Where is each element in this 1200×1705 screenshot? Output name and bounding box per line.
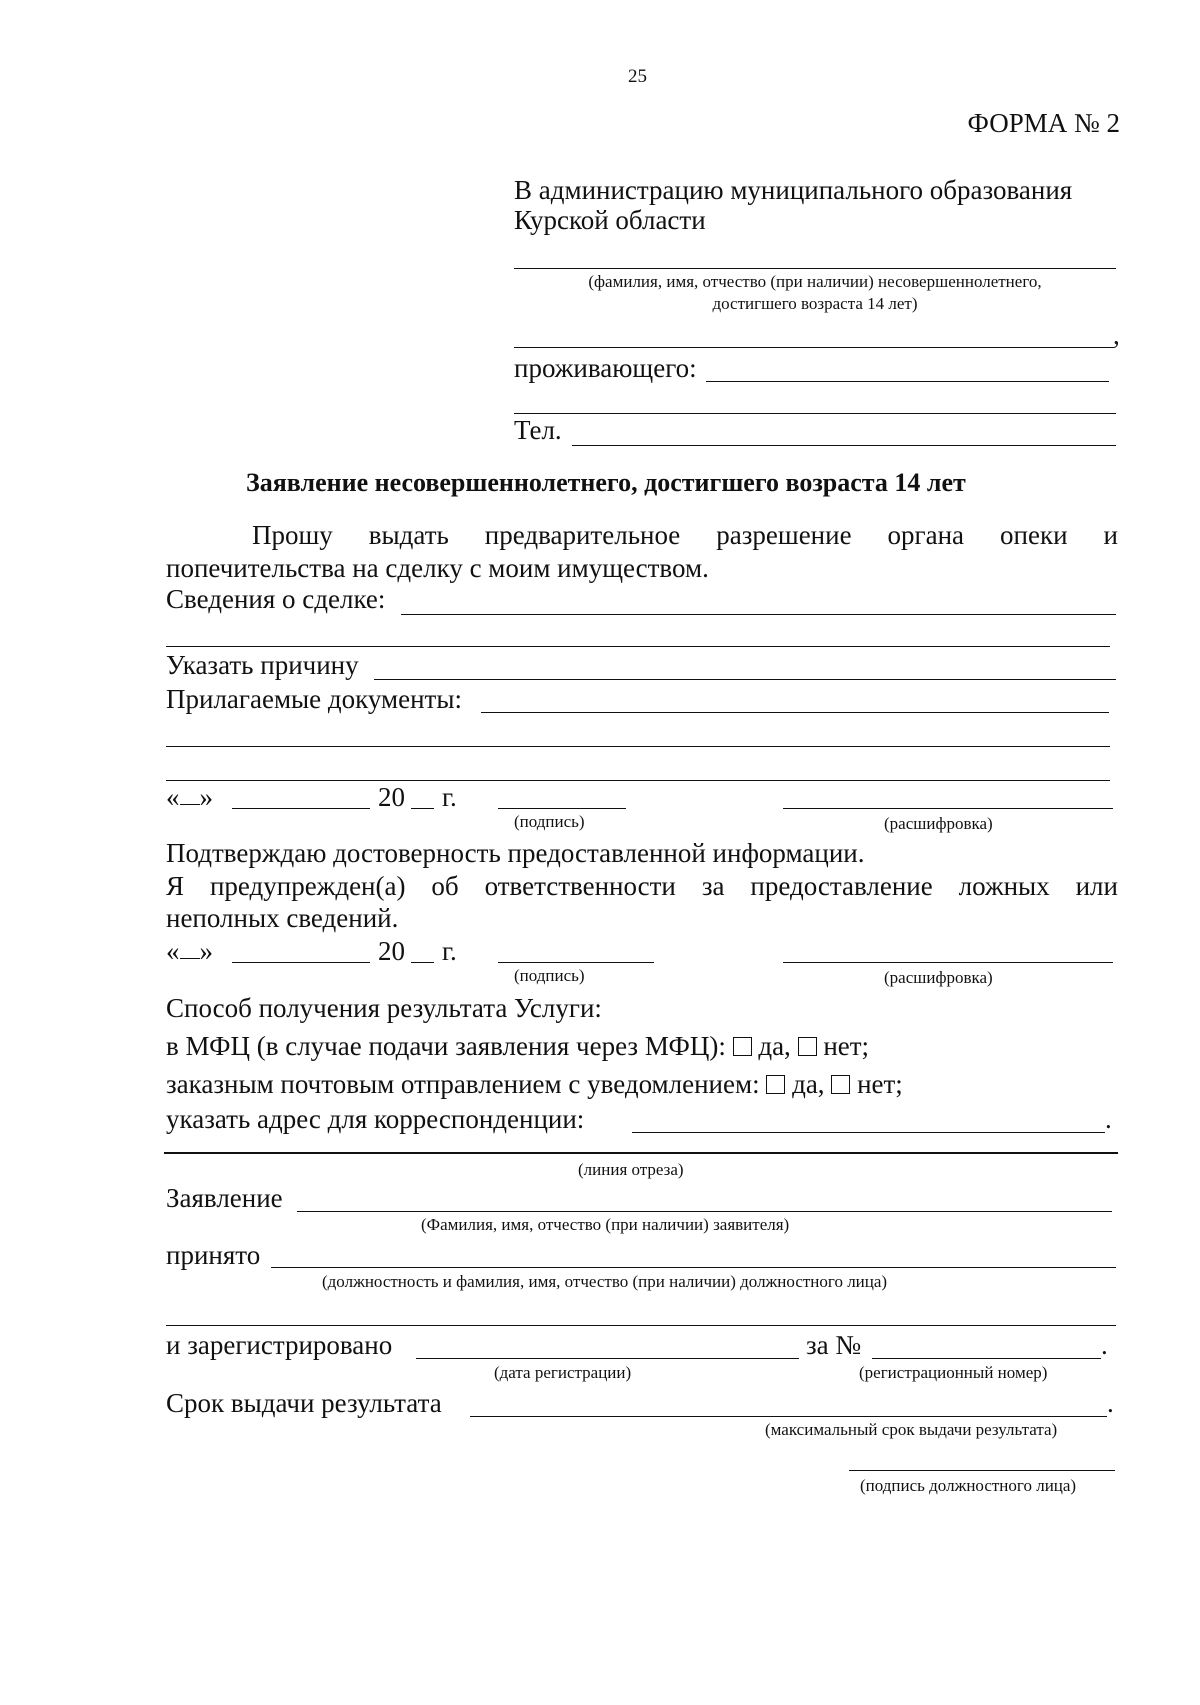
warn-word: за — [701, 871, 725, 901]
yes-label: да, — [758, 1031, 791, 1061]
request-word: Прошу — [252, 520, 333, 550]
caption-fio-2: достигшего возраста 14 лет) — [712, 294, 918, 313]
warn-word: или — [1075, 871, 1118, 901]
request-word: выдать — [368, 520, 449, 550]
delivery-label: Способ получения результата Услуги: — [166, 993, 602, 1023]
docs-label: Прилагаемые документы: — [166, 684, 462, 714]
residing-label: проживающего: — [514, 353, 697, 383]
no-label: нет; — [823, 1031, 870, 1061]
quote-open: « — [166, 936, 180, 966]
warn-word: ложных — [958, 871, 1050, 901]
number-label: за № — [806, 1330, 862, 1360]
docs-field-2[interactable] — [166, 746, 1110, 747]
year-suffix: г. — [442, 782, 457, 812]
deal-field[interactable] — [401, 614, 1116, 615]
term-label: Срок выдачи результата — [166, 1388, 442, 1418]
cut-line-caption: (линия отреза) — [578, 1160, 684, 1179]
term-period: . — [1107, 1388, 1114, 1418]
caption-official: (должностность и фамилия, имя, отчество (при наличии) должностного лица) — [322, 1272, 888, 1291]
date-row-1 — [166, 782, 213, 812]
request-word: органа — [887, 520, 965, 550]
request-word: предварительное — [484, 520, 681, 550]
reason-label: Указать причину — [166, 650, 359, 680]
warn-word: об — [431, 871, 459, 901]
caption-applicant: (Фамилия, имя, отчество (при наличии) заявителя) — [421, 1215, 790, 1234]
term-field[interactable] — [470, 1416, 1107, 1417]
addressee-line-2: Курской области — [514, 205, 706, 235]
fio-field[interactable] — [514, 268, 1116, 269]
year-field[interactable] — [411, 962, 434, 963]
quote-close: » — [199, 782, 213, 812]
delivery-mfc — [166, 1031, 869, 1061]
caption-signature: (подпись) — [514, 966, 585, 985]
request-word: разрешение — [716, 520, 852, 550]
delivery-mail — [166, 1069, 903, 1099]
registration-period: . — [1101, 1330, 1108, 1360]
mail-yes-checkbox[interactable] — [766, 1075, 785, 1094]
address-field[interactable] — [632, 1132, 1105, 1133]
official-signature-field[interactable] — [849, 1470, 1115, 1471]
year-field[interactable] — [411, 808, 434, 809]
phone-label: Тел. — [514, 415, 562, 445]
page-number: 25 — [628, 66, 647, 87]
warn-word: Я — [166, 871, 185, 901]
reason-field[interactable] — [374, 679, 1116, 680]
mail-no-checkbox[interactable] — [831, 1075, 850, 1094]
yes-label: да, — [792, 1069, 825, 1099]
addressee-line-1: В администрацию муниципального образования — [514, 175, 1073, 205]
registration-date-field[interactable] — [416, 1358, 799, 1359]
caption-official-signature: (подпись должностного лица) — [860, 1476, 1077, 1495]
caption-reg-date: (дата регистрации) — [494, 1363, 632, 1382]
signature-field[interactable] — [498, 808, 626, 809]
request-line-2: попечительства на сделку с моим имуществом. — [166, 553, 709, 583]
caption-decoding: (расшифровка) — [884, 814, 993, 833]
request-word: и — [1103, 520, 1118, 550]
warn-line-2: неполных сведений. — [166, 903, 399, 933]
caption-max-term: (максимальный срок выдачи результата) — [765, 1420, 1058, 1439]
accepted-label: принято — [166, 1240, 261, 1270]
month-field[interactable] — [232, 962, 370, 963]
registered-label: и зарегистрировано — [166, 1330, 393, 1360]
official-field-2[interactable] — [166, 1325, 1116, 1326]
delivery-mfc-text: в МФЦ (в случае подачи заявления через МФЦ): — [166, 1031, 726, 1061]
warn-word: предоставление — [750, 871, 933, 901]
year-suffix: г. — [442, 936, 457, 966]
delivery-mail-text: заказным почтовым отправлением с уведомлением: — [166, 1069, 760, 1099]
comma: , — [1113, 320, 1120, 350]
request-line-1 — [252, 520, 1118, 550]
statement-label: Заявление — [166, 1183, 283, 1213]
caption-fio-1: (фамилия, имя, отчество (при наличии) несовершеннолетнего, — [588, 272, 1042, 291]
form-label: ФОРМА № 2 — [967, 108, 1120, 138]
year-prefix: 20 — [378, 782, 405, 812]
warn-word: ответственности — [484, 871, 676, 901]
day-field[interactable] — [180, 782, 200, 805]
cut-line — [164, 1152, 1118, 1154]
confirm-line: Подтверждаю достоверность предоставленной информации. — [166, 838, 865, 868]
caption-decoding: (расшифровка) — [884, 968, 993, 987]
deal-field-2[interactable] — [166, 646, 1110, 647]
docs-field[interactable] — [481, 712, 1109, 713]
residing-field-2[interactable] — [514, 413, 1116, 414]
month-field[interactable] — [232, 808, 370, 809]
official-field[interactable] — [271, 1267, 1116, 1268]
docs-field-3[interactable] — [166, 780, 1110, 781]
quote-open: « — [166, 782, 180, 812]
year-prefix: 20 — [378, 936, 405, 966]
registration-number-field[interactable] — [872, 1358, 1101, 1359]
day-field[interactable] — [180, 936, 200, 959]
fio-field-continued[interactable] — [514, 347, 1114, 348]
request-word: опеки — [1000, 520, 1068, 550]
phone-field[interactable] — [572, 445, 1116, 446]
mfc-yes-checkbox[interactable] — [733, 1037, 752, 1056]
quote-close: » — [199, 936, 213, 966]
mfc-no-checkbox[interactable] — [798, 1037, 817, 1056]
deal-label: Сведения о сделке: — [166, 584, 386, 614]
decoding-field[interactable] — [783, 962, 1113, 963]
statement-title: Заявление несовершеннолетнего, достигшего возраста 14 лет — [246, 468, 966, 497]
signature-field[interactable] — [498, 962, 654, 963]
caption-reg-number: (регистрационный номер) — [859, 1363, 1048, 1382]
applicant-field[interactable] — [297, 1211, 1112, 1212]
caption-signature: (подпись) — [514, 812, 585, 831]
residing-field[interactable] — [706, 381, 1109, 382]
decoding-field[interactable] — [783, 808, 1113, 809]
warn-word: предупрежден(а) — [209, 871, 406, 901]
no-label: нет; — [857, 1069, 903, 1099]
date-row-2 — [166, 936, 213, 966]
warn-line-1 — [166, 871, 1118, 901]
address-label: указать адрес для корреспонденции: — [166, 1104, 585, 1134]
address-period: . — [1105, 1104, 1112, 1134]
